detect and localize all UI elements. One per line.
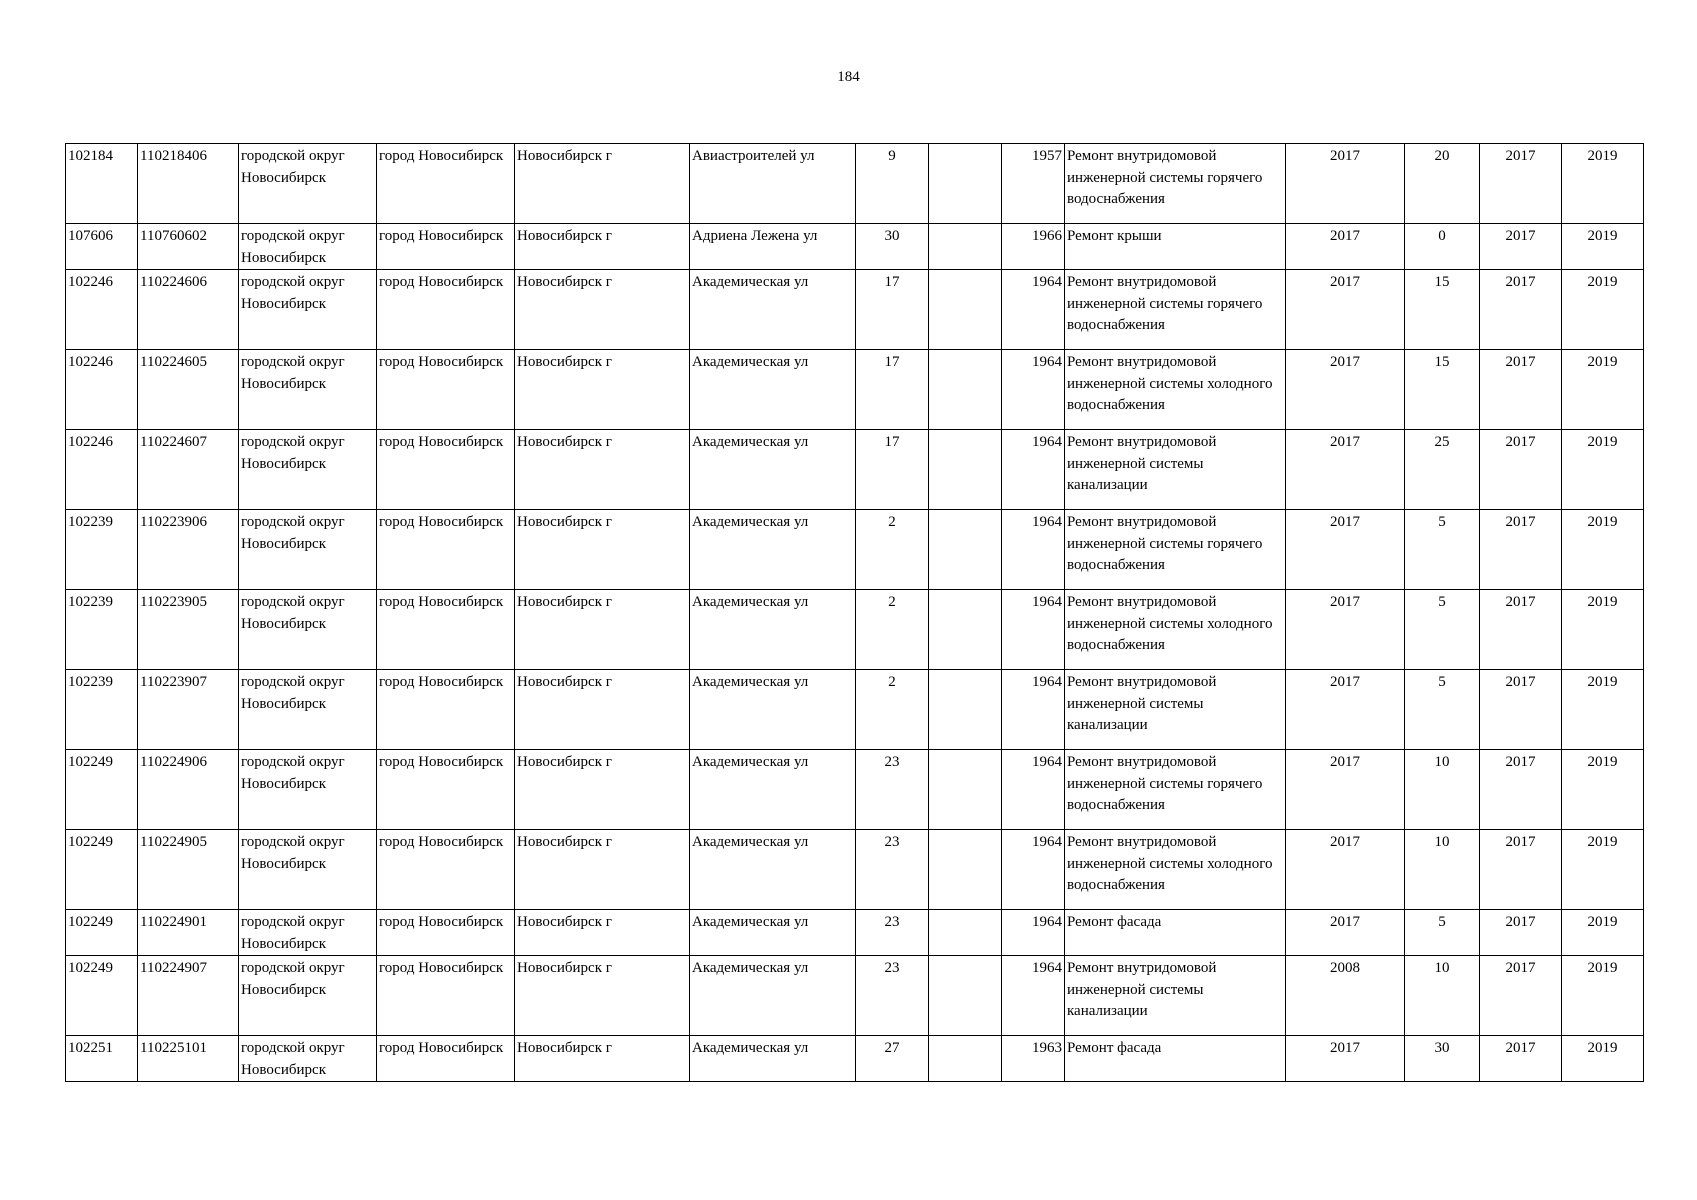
cell-locality: Новосибирск г (515, 670, 690, 750)
cell-value: 30 (1405, 1036, 1480, 1082)
cell-value: 5 (1405, 910, 1480, 956)
cell-id: 102239 (66, 670, 138, 750)
table-row (66, 144, 1644, 224)
cell-value: 5 (1405, 670, 1480, 750)
cell-street: Академическая ул (690, 956, 856, 1036)
cell-district: городской округ Новосибирск (239, 510, 377, 590)
cell-year-2: 2017 (1480, 144, 1562, 224)
cell-district: городской округ Новосибирск (239, 224, 377, 270)
cell-code: 110224907 (138, 956, 239, 1036)
cell-building (929, 224, 1002, 270)
cell-year-1: 2017 (1286, 670, 1405, 750)
cell-id: 102249 (66, 910, 138, 956)
cell-settlement: город Новосибирск (377, 956, 515, 1036)
cell-year-built: 1964 (1002, 670, 1065, 750)
cell-year-2: 2017 (1480, 956, 1562, 1036)
cell-house: 23 (856, 750, 929, 830)
cell-street: Адриена Лежена ул (690, 224, 856, 270)
cell-year-2: 2017 (1480, 750, 1562, 830)
cell-house: 17 (856, 350, 929, 430)
cell-id: 102239 (66, 590, 138, 670)
cell-id: 102246 (66, 350, 138, 430)
cell-street: Академическая ул (690, 670, 856, 750)
cell-year-3: 2019 (1562, 956, 1644, 1036)
cell-year-2: 2017 (1480, 430, 1562, 510)
cell-code: 110223905 (138, 590, 239, 670)
cell-building (929, 350, 1002, 430)
cell-street: Академическая ул (690, 510, 856, 590)
cell-code: 110223906 (138, 510, 239, 590)
cell-code: 110224605 (138, 350, 239, 430)
cell-year-3: 2019 (1562, 670, 1644, 750)
cell-house: 30 (856, 224, 929, 270)
cell-year-1: 2017 (1286, 590, 1405, 670)
cell-id: 102246 (66, 270, 138, 350)
page-number: 184 (837, 69, 860, 85)
cell-building (929, 956, 1002, 1036)
cell-district: городской округ Новосибирск (239, 670, 377, 750)
cell-locality: Новосибирск г (515, 270, 690, 350)
cell-house: 17 (856, 270, 929, 350)
cell-street: Академическая ул (690, 1036, 856, 1082)
cell-building (929, 830, 1002, 910)
cell-locality: Новосибирск г (515, 830, 690, 910)
cell-building (929, 510, 1002, 590)
cell-id: 102184 (66, 144, 138, 224)
cell-settlement: город Новосибирск (377, 830, 515, 910)
cell-house: 9 (856, 144, 929, 224)
cell-locality: Новосибирск г (515, 1036, 690, 1082)
cell-value: 10 (1405, 830, 1480, 910)
cell-street: Авиастроителей ул (690, 144, 856, 224)
cell-street: Академическая ул (690, 430, 856, 510)
cell-building (929, 430, 1002, 510)
cell-year-built: 1966 (1002, 224, 1065, 270)
cell-value: 5 (1405, 510, 1480, 590)
cell-work-type: Ремонт внутридомовой инженерной системы горячего водоснабжения (1065, 270, 1286, 350)
cell-street: Академическая ул (690, 750, 856, 830)
cell-street: Академическая ул (690, 590, 856, 670)
cell-district: городской округ Новосибирск (239, 270, 377, 350)
cell-year-2: 2017 (1480, 510, 1562, 590)
cell-year-1: 2017 (1286, 830, 1405, 910)
cell-year-1: 2017 (1286, 350, 1405, 430)
cell-year-1: 2008 (1286, 956, 1405, 1036)
cell-year-built: 1964 (1002, 350, 1065, 430)
cell-id: 102249 (66, 956, 138, 1036)
cell-locality: Новосибирск г (515, 224, 690, 270)
cell-district: городской округ Новосибирск (239, 910, 377, 956)
cell-code: 110218406 (138, 144, 239, 224)
cell-district: городской округ Новосибирск (239, 144, 377, 224)
cell-district: городской округ Новосибирск (239, 1036, 377, 1082)
table-row (66, 670, 1644, 750)
cell-year-built: 1964 (1002, 830, 1065, 910)
cell-code: 110224901 (138, 910, 239, 956)
cell-id: 102251 (66, 1036, 138, 1082)
cell-id: 102239 (66, 510, 138, 590)
cell-house: 23 (856, 956, 929, 1036)
cell-work-type: Ремонт внутридомовой инженерной системы канализации (1065, 670, 1286, 750)
cell-code: 110224607 (138, 430, 239, 510)
cell-year-2: 2017 (1480, 910, 1562, 956)
cell-year-built: 1964 (1002, 956, 1065, 1036)
cell-building (929, 144, 1002, 224)
cell-year-1: 2017 (1286, 1036, 1405, 1082)
cell-locality: Новосибирск г (515, 956, 690, 1036)
cell-district: городской округ Новосибирск (239, 590, 377, 670)
cell-year-2: 2017 (1480, 270, 1562, 350)
cell-year-3: 2019 (1562, 590, 1644, 670)
table-row (66, 956, 1644, 1036)
cell-year-built: 1957 (1002, 144, 1065, 224)
cell-year-1: 2017 (1286, 910, 1405, 956)
cell-locality: Новосибирск г (515, 430, 690, 510)
cell-year-built: 1964 (1002, 910, 1065, 956)
cell-year-1: 2017 (1286, 144, 1405, 224)
cell-district: городской округ Новосибирск (239, 956, 377, 1036)
cell-year-3: 2019 (1562, 144, 1644, 224)
cell-code: 110225101 (138, 1036, 239, 1082)
table-row (66, 1036, 1644, 1082)
cell-street: Академическая ул (690, 350, 856, 430)
cell-settlement: город Новосибирск (377, 510, 515, 590)
cell-work-type: Ремонт фасада (1065, 1036, 1286, 1082)
cell-work-type: Ремонт крыши (1065, 224, 1286, 270)
cell-year-3: 2019 (1562, 750, 1644, 830)
cell-district: городской округ Новосибирск (239, 430, 377, 510)
cell-code: 110224906 (138, 750, 239, 830)
cell-locality: Новосибирск г (515, 350, 690, 430)
cell-year-built: 1964 (1002, 430, 1065, 510)
cell-id: 102249 (66, 830, 138, 910)
cell-id: 102246 (66, 430, 138, 510)
cell-value: 0 (1405, 224, 1480, 270)
table-row (66, 430, 1644, 510)
cell-building (929, 670, 1002, 750)
cell-house: 2 (856, 670, 929, 750)
cell-year-3: 2019 (1562, 510, 1644, 590)
cell-year-3: 2019 (1562, 1036, 1644, 1082)
cell-locality: Новосибирск г (515, 750, 690, 830)
cell-value: 15 (1405, 350, 1480, 430)
cell-settlement: город Новосибирск (377, 144, 515, 224)
cell-year-1: 2017 (1286, 270, 1405, 350)
cell-settlement: город Новосибирск (377, 750, 515, 830)
cell-year-built: 1964 (1002, 590, 1065, 670)
cell-year-2: 2017 (1480, 590, 1562, 670)
table-row (66, 270, 1644, 350)
cell-value: 20 (1405, 144, 1480, 224)
cell-house: 17 (856, 430, 929, 510)
cell-settlement: город Новосибирск (377, 910, 515, 956)
cell-locality: Новосибирск г (515, 144, 690, 224)
cell-year-1: 2017 (1286, 510, 1405, 590)
cell-settlement: город Новосибирск (377, 270, 515, 350)
cell-value: 5 (1405, 590, 1480, 670)
cell-id: 107606 (66, 224, 138, 270)
table-row (66, 750, 1644, 830)
cell-locality: Новосибирск г (515, 590, 690, 670)
cell-year-1: 2017 (1286, 750, 1405, 830)
cell-building (929, 1036, 1002, 1082)
cell-building (929, 750, 1002, 830)
cell-work-type: Ремонт фасада (1065, 910, 1286, 956)
cell-value: 15 (1405, 270, 1480, 350)
cell-house: 23 (856, 830, 929, 910)
cell-year-built: 1964 (1002, 750, 1065, 830)
cell-value: 10 (1405, 956, 1480, 1036)
cell-locality: Новосибирск г (515, 510, 690, 590)
cell-id: 102249 (66, 750, 138, 830)
table-row (66, 590, 1644, 670)
cell-district: городской округ Новосибирск (239, 350, 377, 430)
cell-work-type: Ремонт внутридомовой инженерной системы горячего водоснабжения (1065, 510, 1286, 590)
cell-code: 110223907 (138, 670, 239, 750)
cell-house: 2 (856, 590, 929, 670)
cell-work-type: Ремонт внутридомовой инженерной системы канализации (1065, 956, 1286, 1036)
table-row (66, 350, 1644, 430)
cell-street: Академическая ул (690, 910, 856, 956)
cell-building (929, 910, 1002, 956)
cell-year-2: 2017 (1480, 670, 1562, 750)
cell-year-3: 2019 (1562, 830, 1644, 910)
table-body (66, 144, 1644, 1082)
cell-building (929, 590, 1002, 670)
cell-year-3: 2019 (1562, 350, 1644, 430)
cell-house: 2 (856, 510, 929, 590)
cell-code: 110760602 (138, 224, 239, 270)
cell-house: 27 (856, 1036, 929, 1082)
table-row (66, 224, 1644, 270)
cell-work-type: Ремонт внутридомовой инженерной системы холодного водоснабжения (1065, 350, 1286, 430)
cell-year-1: 2017 (1286, 430, 1405, 510)
cell-district: городской округ Новосибирск (239, 750, 377, 830)
cell-street: Академическая ул (690, 270, 856, 350)
cell-street: Академическая ул (690, 830, 856, 910)
cell-work-type: Ремонт внутридомовой инженерной системы горячего водоснабжения (1065, 144, 1286, 224)
cell-settlement: город Новосибирск (377, 224, 515, 270)
cell-year-2: 2017 (1480, 224, 1562, 270)
cell-work-type: Ремонт внутридомовой инженерной системы канализации (1065, 430, 1286, 510)
cell-year-3: 2019 (1562, 910, 1644, 956)
cell-locality: Новосибирск г (515, 910, 690, 956)
cell-settlement: город Новосибирск (377, 350, 515, 430)
cell-year-3: 2019 (1562, 430, 1644, 510)
cell-code: 110224905 (138, 830, 239, 910)
table-row (66, 510, 1644, 590)
cell-work-type: Ремонт внутридомовой инженерной системы холодного водоснабжения (1065, 830, 1286, 910)
cell-settlement: город Новосибирск (377, 670, 515, 750)
cell-district: городской округ Новосибирск (239, 830, 377, 910)
cell-year-2: 2017 (1480, 1036, 1562, 1082)
cell-settlement: город Новосибирск (377, 1036, 515, 1082)
cell-work-type: Ремонт внутридомовой инженерной системы холодного водоснабжения (1065, 590, 1286, 670)
cell-year-3: 2019 (1562, 224, 1644, 270)
cell-value: 10 (1405, 750, 1480, 830)
cell-value: 25 (1405, 430, 1480, 510)
cell-settlement: город Новосибирск (377, 430, 515, 510)
cell-house: 23 (856, 910, 929, 956)
cell-settlement: город Новосибирск (377, 590, 515, 670)
cell-building (929, 270, 1002, 350)
cell-year-built: 1964 (1002, 270, 1065, 350)
cell-year-2: 2017 (1480, 830, 1562, 910)
cell-year-3: 2019 (1562, 270, 1644, 350)
cell-code: 110224606 (138, 270, 239, 350)
cell-year-built: 1963 (1002, 1036, 1065, 1082)
capital-repair-table (65, 143, 1644, 1082)
cell-year-2: 2017 (1480, 350, 1562, 430)
table-row (66, 910, 1644, 956)
cell-year-built: 1964 (1002, 510, 1065, 590)
table-row (66, 830, 1644, 910)
cell-year-1: 2017 (1286, 224, 1405, 270)
cell-work-type: Ремонт внутридомовой инженерной системы горячего водоснабжения (1065, 750, 1286, 830)
